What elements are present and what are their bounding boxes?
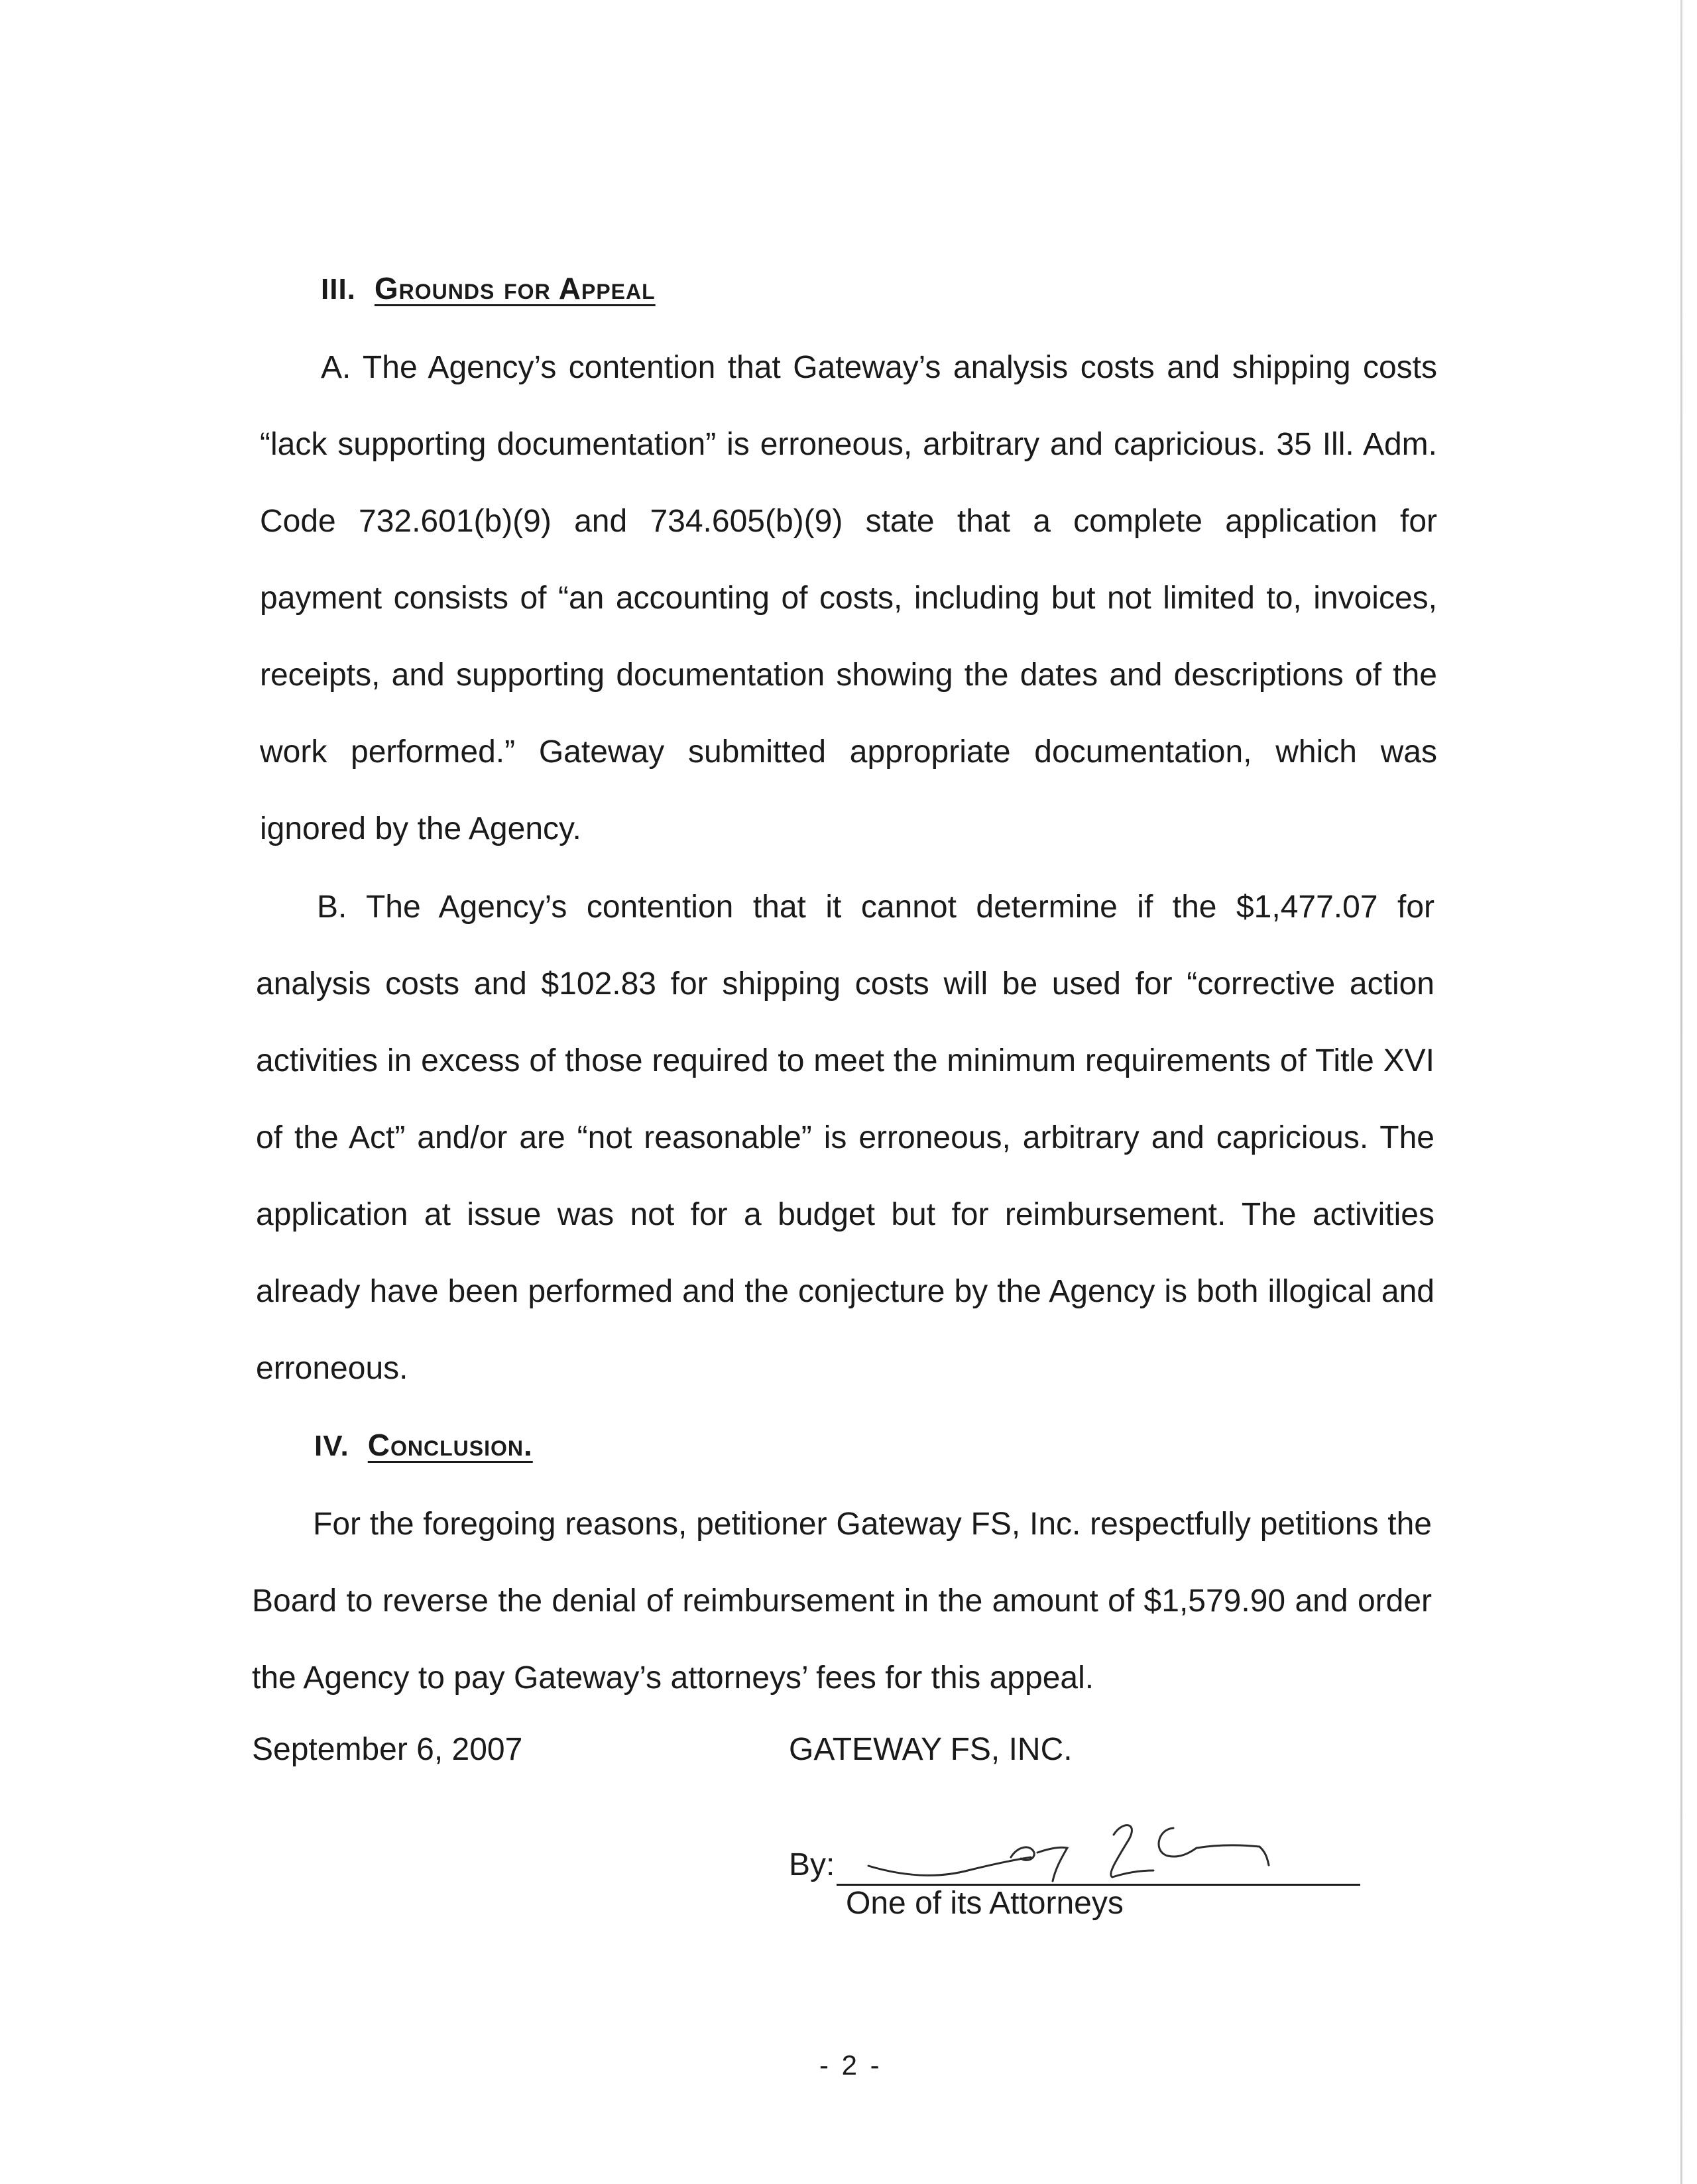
page-number: - 2 - — [819, 2049, 882, 2081]
section-heading-conclusion — [314, 1427, 533, 1463]
section-title: Conclusion. — [367, 1428, 533, 1462]
by-label: By: — [789, 1847, 835, 1882]
paragraph-a: A. The Agency’s contention that Gateway’s analysis costs and shipping costs “lack supporting documentation” is erroneous, arbitrary and capricious. 35 Ill. Adm. Code 732.601(b)(9) and 734.605(b)(9) state that a complete application for payment consists of “an accounting of costs, including but not limited to, invoices, receipts, and supporting documentation showing the dates and descriptions of the work performed.” Gateway submitted appropriate documentation, which was ignored by the Agency. — [260, 350, 1437, 846]
paragraph-conclusion: For the foregoing reasons, petitioner Gateway FS, Inc. respectfully petitions the Board to reverse the denial of reimbursement in the amount of $1,579.90 and order the Agency to pay Gateway’s attorneys’ fees for this appeal. — [252, 1507, 1432, 1695]
page-edge — [1680, 0, 1682, 2184]
section-number: IV. — [314, 1430, 349, 1462]
section-number: III. — [321, 273, 356, 306]
handwritten-signature — [862, 1816, 1299, 1889]
date-line: September 6, 2007 — [252, 1732, 523, 1767]
signer-caption: One of its Attorneys — [846, 1886, 1124, 1921]
section-heading-grounds — [321, 270, 656, 306]
company-name: GATEWAY FS, INC. — [789, 1732, 1073, 1767]
section-title: Grounds for Appeal — [374, 271, 656, 306]
paragraph-b: B. The Agency’s contention that it cannot determine if the $1,477.07 for analysis costs and $102.83 for shipping costs will be used for “corrective action activities in excess of those required to meet the minimum requirements of Title XVI of the Act” and/or are “not reasonable” is erroneous, arbitrary and capricious. The application at issue was not for a budget but for reimbursement. The activities already have been performed and the conjecture by the Agency is both illogical and erroneous. — [256, 890, 1434, 1386]
